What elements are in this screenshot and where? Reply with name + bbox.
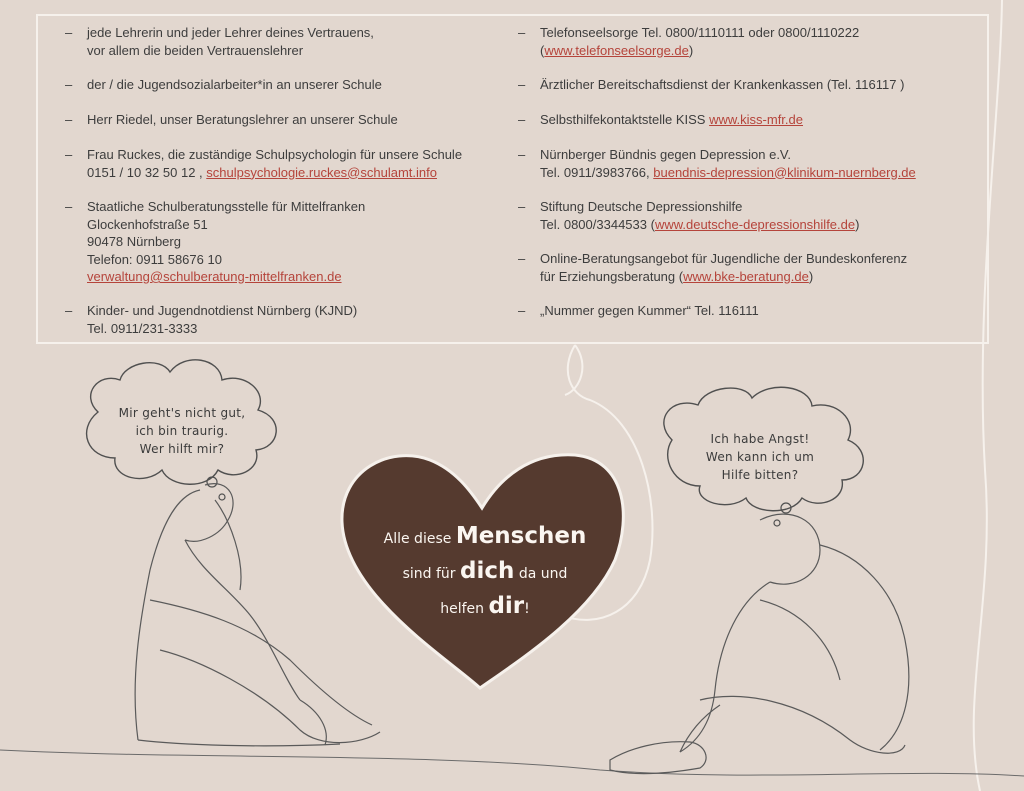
heart-text-part: sind für (402, 566, 461, 582)
contact-entry-buendnis-depression (518, 146, 916, 181)
entry-text: Selbsthilfekontaktstelle KISS (540, 112, 710, 127)
list-dash: – (518, 77, 526, 92)
website-link[interactable]: www.telefonseelsorge.de (544, 42, 689, 58)
entry-line: jede Lehrerin und jeder Lehrer deines Vertrauens, (87, 25, 374, 40)
entry-line: Stiftung Deutsche Depressionshilfe (540, 199, 743, 214)
contact-entry-depressionshilfe (518, 198, 859, 233)
entry-line: Glockenhofstraße 51 (87, 216, 208, 232)
entry-line: Kinder- und Jugendnotdienst Nürnberg (KJND) (87, 303, 358, 318)
entry-line: Tel. 0911/231-3333 (87, 320, 198, 336)
list-dash: – (518, 112, 526, 127)
entry-line: vor allem die beiden Vertrauenslehrer (87, 42, 304, 58)
list-dash: – (65, 303, 73, 318)
email-link[interactable]: verwaltung@schulberatung-mittelfranken.de (87, 269, 342, 284)
list-dash: – (65, 147, 73, 162)
heart-line-3 (360, 590, 610, 625)
heart-emphasis: dir (488, 593, 525, 619)
entry-line: Telefonseelsorge Tel. 0800/1110111 oder 0800/1110222 (540, 25, 860, 40)
email-link[interactable]: buendnis-depression@klinikum-nuernberg.de (653, 164, 916, 180)
entry-line: 90478 Nürnberg (87, 234, 181, 249)
thought-bubble-right (670, 430, 850, 484)
contact-entry-kiss (518, 111, 803, 129)
bubble-line: Wen kann ich um (705, 450, 815, 464)
bracket: ) (688, 42, 694, 58)
entry-line: Staatliche Schulberatungsstelle für Mittelfranken (87, 199, 366, 214)
bubble-line: Wer hilft mir? (139, 442, 225, 456)
contact-entry-nummer-gegen-kummer (518, 302, 759, 320)
email-link[interactable]: schulpsychologie.ruckes@schulamt.info (206, 164, 437, 180)
heart-emphasis: dich (460, 558, 515, 584)
bubble-line: Mir geht's nicht gut, (118, 406, 246, 420)
list-dash: – (518, 25, 526, 40)
phone-number: Tel. 0911/3983766, (540, 164, 654, 180)
heart-text-part: da und (514, 566, 568, 582)
phone-number: 0151 / 10 32 50 12 , (87, 164, 207, 180)
bracket: ( (540, 42, 545, 58)
entry-line (87, 164, 462, 182)
heart-message (360, 520, 610, 625)
list-dash: – (518, 147, 526, 162)
contact-entry-schulberatungsstelle (65, 198, 365, 286)
entry-line (540, 111, 803, 129)
bracket: ) (855, 216, 860, 232)
website-link[interactable]: www.bke-beratung.de (683, 268, 809, 284)
entry-line: Telefon: 0911 58676 10 (87, 251, 222, 267)
list-dash: – (65, 25, 73, 40)
heart-text-part: Alle diese (383, 531, 456, 547)
heart-line-2 (360, 555, 610, 590)
heart-emphasis: Menschen (455, 523, 587, 549)
entry-line: Herr Riedel, unser Beratungslehrer an unserer Schule (87, 112, 398, 127)
entry-line: der / die Jugendsozialarbeiter*in an unserer Schule (87, 77, 382, 92)
list-dash: – (518, 199, 526, 214)
contact-entry-kjnd (65, 302, 357, 337)
list-dash: – (65, 199, 73, 214)
bubble-line: ich bin traurig. (135, 424, 229, 438)
website-link[interactable]: www.kiss-mfr.de (709, 112, 803, 127)
entry-line: Frau Ruckes, die zuständige Schulpsychologin für unsere Schule (87, 147, 463, 162)
contact-entry-social-worker (65, 76, 382, 94)
contact-entry-counselor (65, 111, 398, 129)
list-dash: – (518, 251, 526, 266)
list-dash: – (65, 77, 73, 92)
heart-text-part: ! (524, 601, 530, 617)
contact-entry-teachers (65, 24, 374, 59)
contacts-panel (36, 14, 989, 344)
entry-line (540, 164, 916, 182)
entry-line (540, 216, 859, 234)
thought-bubble-left (92, 404, 272, 458)
bubble-line: Hilfe bitten? (721, 468, 799, 482)
heart-line-1 (360, 520, 610, 555)
phone-number: Tel. 0800/3344533 ( (540, 216, 655, 232)
entry-line: Online-Beratungsangebot für Jugendliche der Bundeskonferenz (540, 251, 908, 266)
entry-line: Nürnberger Bündnis gegen Depression e.V. (540, 147, 792, 162)
contact-entry-school-psychologist (65, 146, 462, 181)
contact-entry-telefonseelsorge (518, 24, 859, 59)
website-link[interactable]: www.deutsche-depressionshilfe.de (654, 216, 856, 232)
list-dash: – (518, 303, 526, 318)
entry-line (540, 42, 859, 60)
entry-line: „Nummer gegen Kummer“ Tel. 116111 (540, 303, 759, 318)
contact-entry-bereitschaftsdienst (518, 76, 904, 94)
heart-text-part: helfen (440, 601, 489, 617)
list-dash: – (65, 112, 73, 127)
entry-line: Ärztlicher Bereitschaftsdienst der Krankenkassen (Tel. 116117 ) (540, 77, 905, 92)
entry-line (540, 268, 907, 286)
entry-text: für Erziehungsberatung ( (540, 268, 684, 284)
bracket: ) (808, 268, 814, 284)
contact-entry-bke-beratung (518, 250, 907, 285)
bubble-line: Ich habe Angst! (710, 432, 810, 446)
